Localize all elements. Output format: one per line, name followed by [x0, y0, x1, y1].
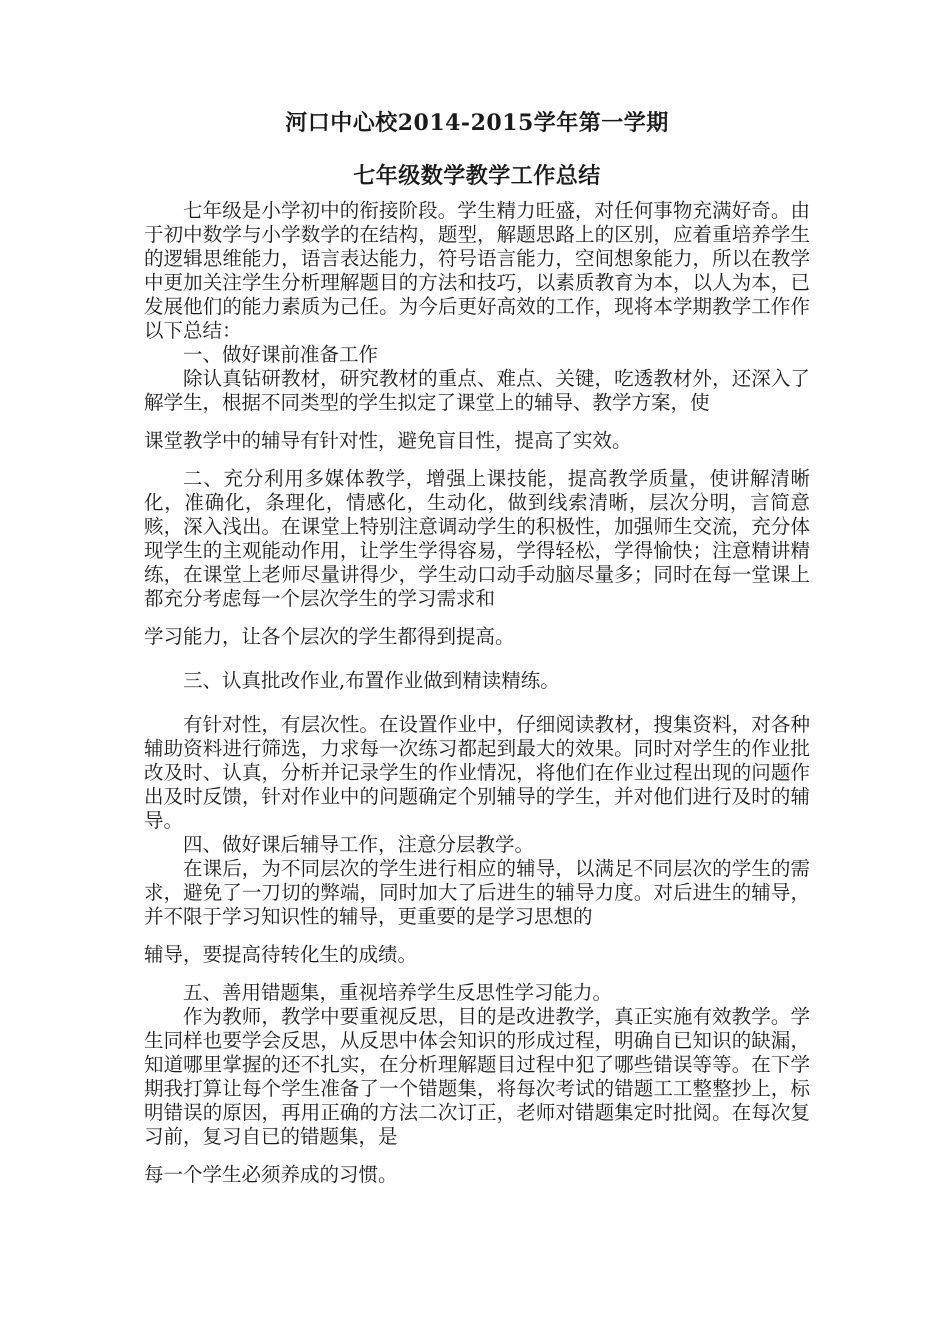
paragraph-text: 七年级是小学初中的衔接阶段。学生精力旺盛，对任何事物充满好奇。由于初中数学与小学数学的在结构，题型，解题思路上的区别，应着重培养学生的逻辑思维能力，语言表达能力，符号语言能力，空间想象能力，所以在教学中更加关注学生分析理解题目的方法和技巧，以素质教育为本，以人为本，已发展他们的能力素质为己任。为今后更好高效的工作，现将本学期教学工作作以下总结：	[144, 199, 810, 342]
section-body-1	[144, 367, 810, 453]
section-body-2	[144, 467, 810, 649]
section-heading-4	[144, 833, 810, 857]
section-heading-5	[144, 981, 810, 1005]
section-body-4	[144, 857, 810, 967]
document-subtitle: 七年级数学教学工作总结	[353, 163, 601, 189]
paragraph-tail: 学习能力，让各个层次的学生都得到提高。	[144, 625, 515, 648]
paragraph-text: 一、做好课前准备工作	[183, 343, 379, 366]
section-body-5	[144, 1005, 810, 1187]
document-title: 河口中心校2014-2015学年第一学期	[285, 110, 669, 136]
paragraph-text: 有针对性，有层次性。在设置作业中，仔细阅读教材，搜集资料，对各种辅助资料进行筛选，力求每一次练习都起到最大的效果。同时对学生的作业批改及时、认真，分析并记录学生的作业情况，将他们在作业过程出现的问题作出及时反馈，针对作业中的问题确定个别辅导的学生，并对他们进行及时的辅导。	[144, 713, 810, 832]
paragraph-tail: 课堂教学中的辅导有针对性，避免盲目性，提高了实效。	[144, 429, 632, 452]
section-heading-3	[144, 669, 810, 693]
paragraph-text: 二、充分利用多媒体教学，增强上课技能，提高教学质量，使讲解清晰化，准确化，条理化，情感化，生动化，做到线索清晰，层次分明，言简意赅，深入浅出。在课堂上特别注意调动学生的积极性，加强师生交流，充分体现学生的主观能动作用，让学生学得容易，学得轻松，学得愉快；注意精讲精练，在课堂上老师尽量讲得少，学生动口动手动脑尽量多；同时在每一堂课上都充分考虑每一个层次学生的学习需求和	[144, 467, 810, 610]
section-body-3	[144, 713, 810, 833]
paragraph-text: 四、做好课后辅导工作，注意分层教学。	[183, 833, 535, 856]
document-page	[144, 100, 810, 1187]
paragraph-text: 在课后，为不同层次的学生进行相应的辅导，以满足不同层次的学生的需求，避免了一刀切的弊端，同时加大了后进生的辅导力度。对后进生的辅导，并不限于学习知识性的辅导，更重要的是学习思想的	[144, 857, 810, 928]
section-heading-1	[144, 343, 810, 367]
paragraph-tail: 每一个学生必须养成的习惯。	[144, 1163, 398, 1186]
intro-paragraph	[144, 199, 810, 343]
paragraph-text: 五、善用错题集，重视培养学生反思性学习能力。	[183, 981, 613, 1004]
paragraph-tail: 辅导，要提高待转化生的成绩。	[144, 943, 418, 966]
paragraph-text: 除认真钻研教材，研究教材的重点、难点、关键，吃透教材外，还深入了解学生，根据不同类型的学生拟定了课堂上的辅导、教学方案，使	[144, 367, 810, 414]
paragraph-text: 三、认真批改作业,布置作业做到精读精练。	[183, 669, 560, 692]
paragraph-text: 作为教师，教学中要重视反思，目的是改进教学，真正实施有效教学。学生同样也要学会反思，从反思中体会知识的形成过程，明确自已知识的缺漏，知道哪里掌握的还不扎实，在分析理解题目过程中犯了哪些错误等等。在下学期我打算让每个学生准备了一个错题集，将每次考试的错题工工整整抄上，标明错误的原因，再用正确的方法二次订正，老师对错题集定时批阅。在每次复习前，复习自已的错题集，是	[144, 1005, 810, 1148]
